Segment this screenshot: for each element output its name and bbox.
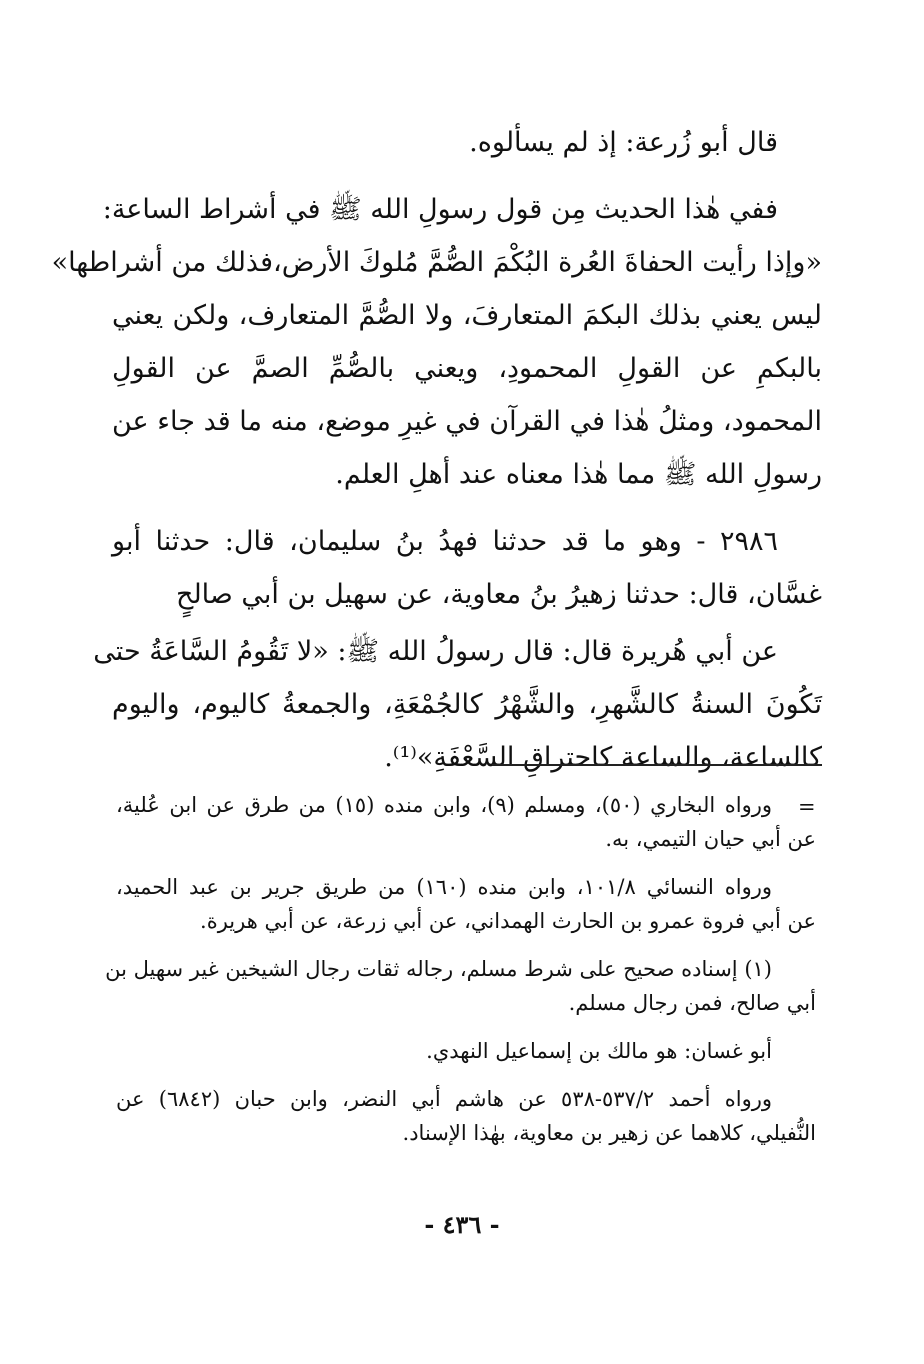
page-number: - ٤٣٦ - (424, 1210, 500, 1239)
footnote-paragraph (116, 1082, 816, 1150)
paragraph-commentary (51, 183, 822, 501)
text-line: قال أبو زُرعة: إذ لم يسألوه. (469, 127, 778, 158)
paragraph-hadith-matn (93, 625, 822, 784)
footnote-paragraph (116, 1034, 816, 1068)
text-line: «وإذا رأيت الحفاةَ العُرة البُكْمَ الصُّمَّ مُلوكَ الأرض،فذلك من أشراطها» (51, 247, 822, 278)
footnote-paragraph (116, 788, 816, 856)
footnote-line: ورواه أحمد ٥٣٧/٢-٥٣٨ عن هاشم أبي النضر، وابن حبان (٦٨٤٢) عن (116, 1087, 772, 1111)
text-line: غسَّان، قال: حدثنا زهيرُ بنُ معاوية، عن سهيل بن أبي صالحٍ (176, 579, 822, 610)
footnotes (105, 788, 816, 1164)
text-line: بالبكمِ عن القولِ المحمودِ، ويعني بالصُّمِّ الصمَّ عن القولِ (112, 353, 822, 384)
footnote-line: أبو غسان: هو مالك بن إسماعيل النهدي. (426, 1039, 772, 1063)
footnote-line: (١) إسناده صحيح على شرط مسلم، رجاله ثقات رجال الشيخين غير سهيل بن (105, 957, 772, 981)
text-line: عن أبي هُريرة قال: قال رسولُ الله ﷺ: «لا تَقُومُ السَّاعَةُ حتى (93, 636, 778, 667)
text-line: رسولِ الله ﷺ مما هٰذا معناه عند أهلِ العلم. (335, 459, 822, 490)
footnote-line: أبي صالح، فمن رجال مسلم. (568, 991, 816, 1015)
main-text (51, 116, 822, 798)
footnote-line: النُّفيلي، كلاهما عن زهير بن معاوية، بهٰذا الإسناد. (402, 1121, 816, 1145)
footnote-line: ورواه البخاري (٥٠)، ومسلم (٩)، وابن منده (١٥) من طرق عن ابن عُلية، (116, 793, 773, 817)
text-line: المحمود، ومثلُ هٰذا في القرآن في غيرِ موضع، منه ما قد جاء عن (112, 406, 822, 437)
footnote-paragraph (105, 952, 816, 1020)
paragraph-abu-zuraa (112, 116, 822, 169)
footnote-separator (492, 764, 822, 766)
footnote-line: عن أبي فروة عمرو بن الحارث الهمداني، عن أبي زرعة، عن أبي هريرة. (200, 909, 816, 933)
footnote-line: عن أبي حيان التيمي، به. (605, 827, 816, 851)
text-line: ٢٩٨٦ - وهو ما قد حدثنا فهدُ بنُ سليمان، قال: حدثنا أبو (112, 526, 778, 557)
text-line: ليس يعني بذلك البكمَ المتعارفَ، ولا الصُّمَّ المتعارف، ولكن يعني (112, 300, 822, 331)
paragraph-hadith-isnad (112, 515, 822, 621)
footnote-paragraph (116, 870, 816, 938)
footnote-continuation-mark: = (798, 795, 816, 819)
text-line: كالساعة، والساعة كاحتراقِ السَّعْفَةِ»⁽¹⁾. (384, 742, 822, 773)
text-line: ففي هٰذا الحديث مِن قول رسولِ الله ﷺ في أشراط الساعة: (102, 194, 778, 225)
text-line: تَكُونَ السنةُ كالشَّهرِ، والشَّهْرُ كالجُمْعَةِ، والجمعةُ كاليوم، واليوم (112, 689, 822, 720)
footnote-line: ورواه النسائي ١٠١/٨، وابن منده (١٦٠) من طريق جرير بن عبد الحميد، (116, 875, 772, 899)
